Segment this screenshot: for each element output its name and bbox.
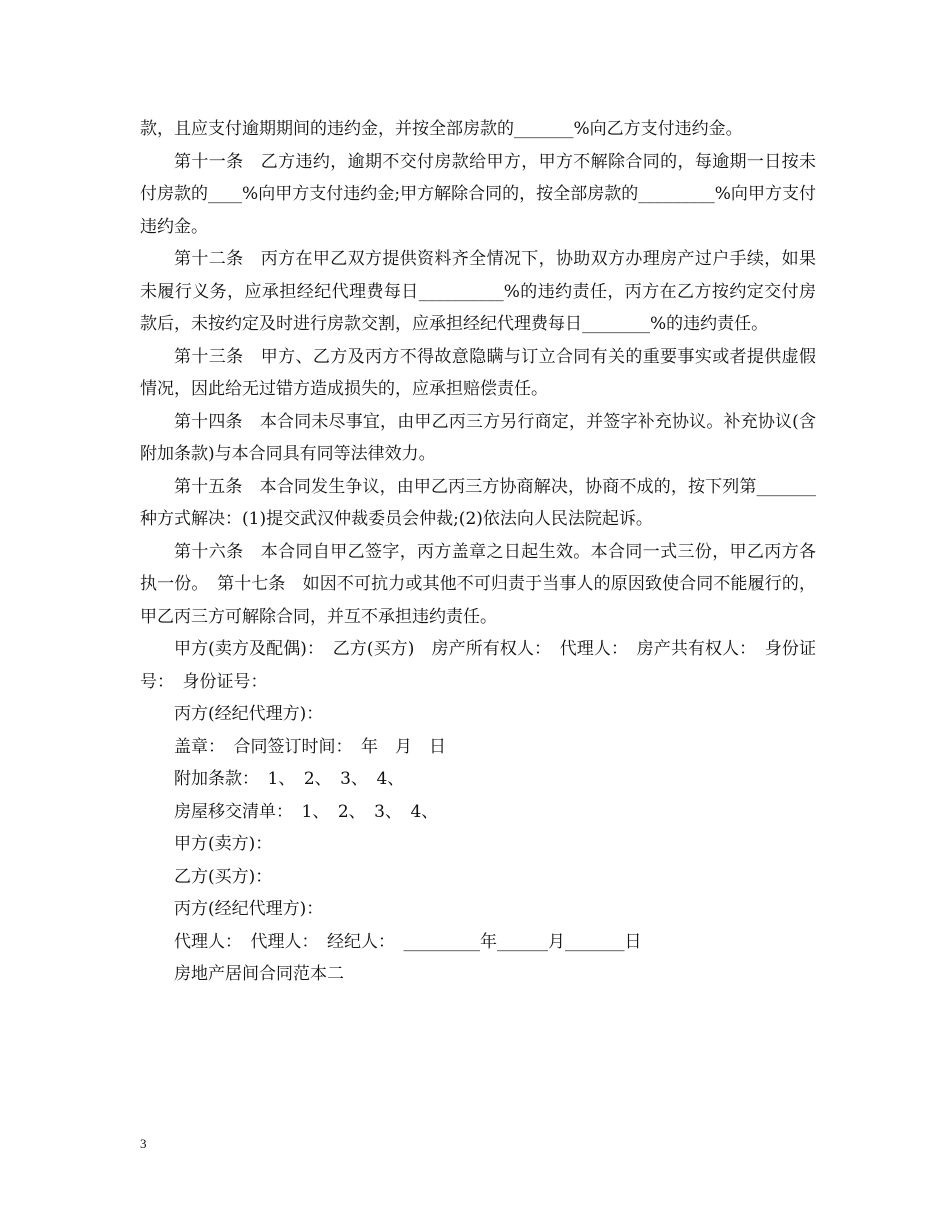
signature-parties-line: 甲方(卖方及配偶)： 乙方(买方) 房产所有权人： 代理人： 房产共有权人： 身份证号： 身份证号： <box>140 639 816 692</box>
handover-list-line: 房屋移交清单： 1、 2、 3、 4、 <box>174 801 439 822</box>
party-c-agent-line: 丙方(经纪代理方)： <box>174 899 324 919</box>
seal-date-line: 盖章： 合同签订时间： 年 月 日 <box>174 736 446 757</box>
document-body <box>140 113 816 991</box>
paragraph-article-15: 第十五条 本合同发生争议，由甲乙丙三方协商解决，协商不成的，按下列第_______种方式解决：(1)提交武汉仲裁委员会仲裁;(2)依法向人民法院起诉。 <box>140 476 816 529</box>
page-number: 3 <box>140 1136 147 1151</box>
paragraph-article-16-17: 第十六条 本合同自甲乙签字，丙方盖章之日起生效。本合同一式三份，甲乙丙方各执一份。 第十七条 如因不可抗力或其他不可归责于当事人的原因致使合同不能履行的，甲乙丙三方可解除合同，并互不承担违约责任。 <box>140 541 816 627</box>
paragraph-article-12: 第十二条 丙方在甲乙双方提供资料齐全情况下，协助双方办理房产过户手续，如果未履行义务，应承担经纪代理费每日__________%的违约责任，丙方在乙方按约定交付房款后，未按约定及时进行房款交割，应承担经纪代理费每日________%的违约责任。 <box>140 249 816 334</box>
next-section-title: 房地产居间合同范本二 <box>174 964 344 984</box>
paragraph-article-11: 第十一条 乙方违约，逾期不交付房款给甲方，甲方不解除合同的，每逾期一日按未付房款的____%向甲方支付违约金;甲方解除合同的，按全部房款的_________%向甲方支付违约金。 <box>140 151 816 237</box>
paragraph-article-13: 第十三条 甲方、乙方及丙方不得故意隐瞒与订立合同有关的重要事实或者提供虚假情况，因此给无过错方造成损失的，应承担赔偿责任。 <box>140 346 816 399</box>
paragraph-article-14: 第十四条 本合同未尽事宜，由甲乙丙三方另行商定，并签字补充协议。补充协议(含附加条款)与本合同具有同等法律效力。 <box>140 411 816 464</box>
paragraph-continuation: 款，且应支付逾期期间的违约金，并按全部房款的_______%向乙方支付违约金。 <box>140 119 743 139</box>
additional-terms-line: 附加条款： 1、 2、 3、 4、 <box>174 769 405 789</box>
agent-date-line: 代理人： 代理人： 经纪人： _________年______月_______日 <box>174 931 642 952</box>
party-b-buyer-line: 乙方(买方)： <box>174 866 273 887</box>
party-a-seller-line: 甲方(卖方)： <box>174 834 273 854</box>
party-c-line: 丙方(经纪代理方)： <box>174 704 324 724</box>
